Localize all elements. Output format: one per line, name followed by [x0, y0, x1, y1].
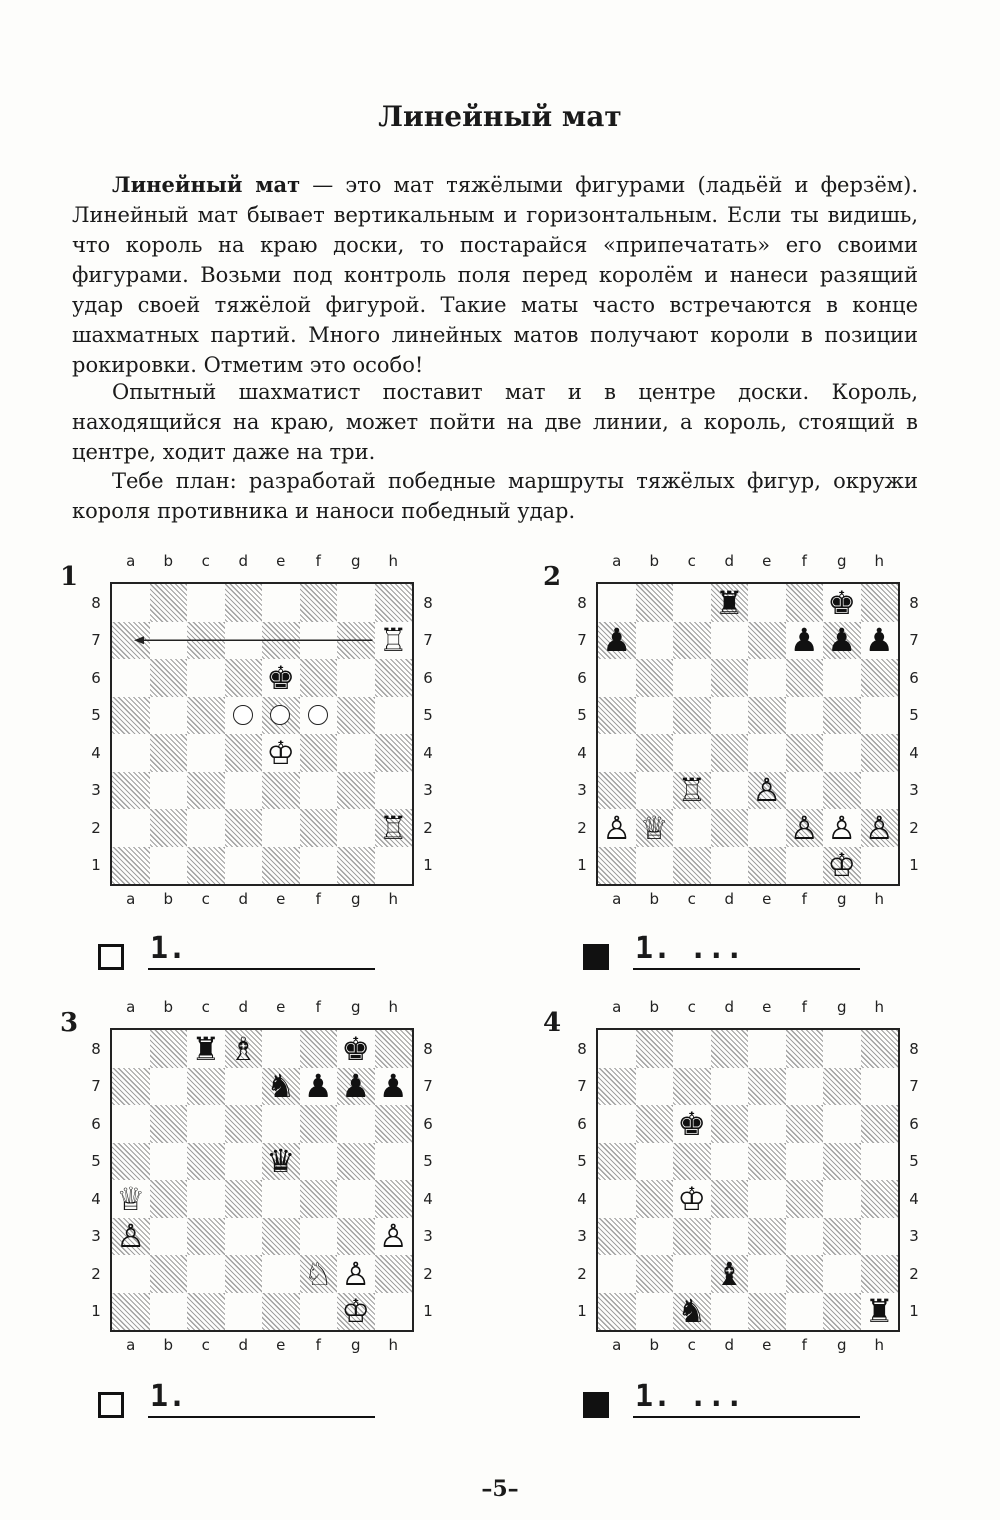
dark-square [598, 1143, 636, 1181]
file-label: c [687, 998, 696, 1016]
dark-square [636, 1030, 674, 1068]
file-label: g [350, 552, 361, 570]
white-rook-icon: ♖ [378, 808, 408, 847]
rank-label: 4 [423, 743, 433, 762]
marked-square-circle [233, 705, 253, 725]
answer-field[interactable]: 1. ... [633, 1380, 860, 1418]
dark-square [711, 809, 749, 847]
rank-label: 8 [91, 593, 101, 612]
dark-square [711, 1180, 749, 1218]
answer-line-3[interactable] [98, 1380, 375, 1418]
black-rook-icon: ♜ [714, 583, 744, 622]
dark-square [786, 659, 824, 697]
diagram-number: 2 [543, 562, 562, 592]
file-label: h [874, 1336, 884, 1354]
file-label: d [238, 552, 249, 570]
dark-square [636, 1180, 674, 1218]
rank-label: 5 [91, 1152, 101, 1171]
rank-label: 8 [909, 1039, 919, 1058]
file-label: f [315, 998, 321, 1016]
answer-line-4[interactable] [583, 1380, 860, 1418]
dark-square [598, 772, 636, 810]
dark-square [861, 1180, 899, 1218]
rank-label: 2 [91, 818, 101, 837]
term-bold: Линейный мат [112, 172, 301, 197]
white-pawn-icon: ♙ [752, 771, 782, 810]
file-label: h [388, 998, 398, 1016]
file-label: h [388, 552, 398, 570]
chess-diagram-2 [577, 552, 919, 908]
dark-square [150, 1255, 188, 1293]
rank-label: 7 [423, 1077, 433, 1096]
rank-label: 4 [91, 1189, 101, 1208]
dark-square [187, 1068, 225, 1106]
rank-label: 5 [423, 706, 433, 725]
dark-square [823, 1293, 861, 1331]
black-queen-icon: ♛ [266, 1142, 296, 1181]
rank-label: 7 [91, 631, 101, 650]
paragraph-1-text: — это мат тяжёлыми фигурами (ладьёй и ферзём). Линейный мат бывает вертикальным и горизонтальным. Если ты видишь, что король на краю доски, то постарайся «припечатать» его своими фигурами. Возьми под контроль поля перед королём и нанеси разящий удар своей тяжёлой фигурой. Такие маты часто встречаются в конце шахматных партий. Много линейных матов получают короли в позиции рокировки. Отметим это особо! [72, 173, 918, 377]
rank-label: 1 [909, 1302, 919, 1321]
rank-label: 8 [423, 1039, 433, 1058]
side-to-move-box [98, 1392, 124, 1418]
page-title: Линейный мат [378, 100, 622, 133]
file-label: a [126, 1336, 136, 1354]
rank-label: 8 [423, 593, 433, 612]
dark-square [636, 734, 674, 772]
rank-label: 3 [909, 781, 919, 800]
white-king-icon: ♔ [341, 1292, 371, 1331]
file-label: c [687, 1336, 696, 1354]
dark-square [112, 1068, 150, 1106]
answer-field[interactable]: 1. [148, 1380, 375, 1418]
dark-square [150, 1105, 188, 1143]
file-label: f [801, 998, 807, 1016]
file-label: c [201, 998, 210, 1016]
rank-label: 6 [909, 668, 919, 687]
dark-square [786, 1255, 824, 1293]
marked-square-circle [270, 705, 290, 725]
rank-label: 1 [909, 856, 919, 875]
rank-label: 4 [577, 1189, 587, 1208]
marked-square-circle [308, 705, 328, 725]
black-pawn-icon: ♟ [864, 621, 894, 660]
dark-square [300, 1105, 338, 1143]
chess-diagram-3 [91, 998, 433, 1354]
black-king-icon: ♚ [677, 1104, 707, 1143]
rank-label: 6 [423, 1114, 433, 1133]
dark-square [337, 1143, 375, 1181]
dark-square [748, 1143, 786, 1181]
file-label: f [315, 552, 321, 570]
file-label: c [201, 552, 210, 570]
black-king-icon: ♚ [266, 658, 296, 697]
file-label: h [388, 890, 398, 908]
black-pawn-icon: ♟ [789, 621, 819, 660]
file-label: c [687, 890, 696, 908]
answer-line-2[interactable] [583, 932, 860, 970]
dark-square [673, 1218, 711, 1256]
dark-square [375, 1030, 413, 1068]
file-label: e [276, 552, 286, 570]
chess-board [596, 1028, 900, 1332]
dark-square [823, 1218, 861, 1256]
rank-label: 6 [91, 1114, 101, 1133]
dark-square [711, 1105, 749, 1143]
file-label: d [724, 890, 735, 908]
file-label: b [649, 552, 660, 570]
file-label: e [762, 1336, 772, 1354]
dark-square [112, 1143, 150, 1181]
dark-square [748, 697, 786, 735]
chess-board [110, 582, 414, 886]
rank-label: 3 [577, 1227, 587, 1246]
rank-label: 6 [909, 1114, 919, 1133]
file-label: c [687, 552, 696, 570]
dark-square [598, 1218, 636, 1256]
dark-square [150, 1030, 188, 1068]
dark-square [786, 1180, 824, 1218]
chess-diagram-1 [91, 552, 433, 908]
file-label: c [201, 890, 210, 908]
file-label: g [350, 998, 361, 1016]
rank-label: 1 [91, 856, 101, 875]
black-pawn-icon: ♟ [303, 1067, 333, 1106]
dark-square [861, 1105, 899, 1143]
file-label: f [315, 890, 321, 908]
rank-label: 3 [423, 1227, 433, 1246]
dark-square [262, 1293, 300, 1331]
dark-square [823, 1068, 861, 1106]
white-king-icon: ♔ [266, 733, 296, 772]
dark-square [187, 1143, 225, 1181]
black-knight-icon: ♞ [266, 1067, 296, 1106]
dark-square [598, 697, 636, 735]
dark-square [673, 1068, 711, 1106]
file-label: g [350, 890, 361, 908]
dark-square [375, 1180, 413, 1218]
file-label: g [836, 552, 847, 570]
file-label: b [649, 1336, 660, 1354]
file-label: a [126, 890, 136, 908]
dark-square [711, 1030, 749, 1068]
rank-label: 3 [909, 1227, 919, 1246]
file-label: d [238, 998, 249, 1016]
dark-square [673, 697, 711, 735]
rank-label: 7 [423, 631, 433, 650]
black-pawn-icon: ♟ [827, 621, 857, 660]
rank-label: 7 [909, 631, 919, 650]
black-knight-icon: ♞ [677, 1292, 707, 1331]
file-label: e [762, 998, 772, 1016]
white-pawn-icon: ♙ [378, 1217, 408, 1256]
rank-label: 5 [577, 1152, 587, 1171]
black-pawn-icon: ♟ [378, 1067, 408, 1106]
paragraph-1 [72, 170, 918, 380]
diagram-number: 4 [543, 1008, 562, 1038]
white-king-icon: ♔ [677, 1179, 707, 1218]
file-label: e [276, 890, 286, 908]
dark-square [636, 659, 674, 697]
chess-diagram-4 [577, 998, 919, 1354]
white-pawn-icon: ♙ [341, 1254, 371, 1293]
black-pawn-icon: ♟ [341, 1067, 371, 1106]
rank-label: 1 [577, 1302, 587, 1321]
dark-square [337, 1218, 375, 1256]
dark-square [823, 772, 861, 810]
answer-line-1[interactable] [98, 932, 375, 970]
dark-square [598, 1068, 636, 1106]
file-label: e [276, 1336, 286, 1354]
file-label: h [388, 1336, 398, 1354]
dark-square [861, 584, 899, 622]
dark-square [748, 847, 786, 885]
file-label: e [762, 890, 772, 908]
file-label: d [724, 552, 735, 570]
rank-label: 4 [577, 743, 587, 762]
rank-label: 5 [577, 706, 587, 725]
file-label: g [836, 1336, 847, 1354]
black-rook-icon: ♜ [191, 1029, 221, 1068]
rank-label: 6 [423, 668, 433, 687]
rank-label: 3 [91, 1227, 101, 1246]
dark-square [375, 1105, 413, 1143]
dark-square [748, 1068, 786, 1106]
file-label: f [315, 1336, 321, 1354]
rank-label: 4 [909, 1189, 919, 1208]
file-label: d [724, 1336, 735, 1354]
dark-square [673, 1143, 711, 1181]
page-number: –5– [481, 1476, 519, 1502]
file-label: b [649, 998, 660, 1016]
diagram-number: 1 [60, 562, 79, 592]
dark-square [636, 1255, 674, 1293]
rank-label: 7 [577, 1077, 587, 1096]
rank-label: 5 [909, 706, 919, 725]
dark-square [225, 1255, 263, 1293]
file-label: b [649, 890, 660, 908]
rank-label: 3 [91, 781, 101, 800]
file-label: b [163, 552, 174, 570]
side-to-move-box [98, 944, 124, 970]
dark-square [823, 697, 861, 735]
file-label: a [612, 998, 622, 1016]
black-bishop-icon: ♝ [714, 1254, 744, 1293]
file-label: d [238, 1336, 249, 1354]
white-bishop-icon: ♗ [228, 1029, 258, 1068]
file-label: f [801, 1336, 807, 1354]
rank-label: 7 [909, 1077, 919, 1096]
dark-square [748, 1218, 786, 1256]
dark-square [786, 584, 824, 622]
file-label: d [238, 890, 249, 908]
rank-label: 2 [577, 1264, 587, 1283]
answer-field[interactable]: 1. ... [633, 932, 860, 970]
white-pawn-icon: ♙ [602, 808, 632, 847]
file-label: c [201, 1336, 210, 1354]
rank-label: 1 [91, 1302, 101, 1321]
white-rook-icon: ♖ [677, 771, 707, 810]
file-label: b [163, 998, 174, 1016]
dark-square [861, 734, 899, 772]
white-pawn-icon: ♙ [116, 1217, 146, 1256]
rank-label: 5 [423, 1152, 433, 1171]
file-label: b [163, 1336, 174, 1354]
file-label: f [801, 890, 807, 908]
dark-square [748, 622, 786, 660]
dark-square [225, 1105, 263, 1143]
dark-square [187, 1293, 225, 1331]
paragraph-3: Тебе план: разработай победные маршруты тяжёлых фигур, окружи короля противника и наноси победный удар. [72, 469, 918, 523]
file-label: a [612, 890, 622, 908]
paragraph-2: Опытный шахматист поставит мат и в центре доски. Король, находящийся на краю, может пойти на две линии, а король, стоящий в центре, ходит даже на три. [72, 380, 918, 464]
file-label: h [874, 998, 884, 1016]
black-rook-icon: ♜ [864, 1292, 894, 1331]
file-label: d [724, 998, 735, 1016]
dark-square [262, 1218, 300, 1256]
file-label: a [126, 998, 136, 1016]
diagram-number: 3 [60, 1008, 79, 1038]
dark-square [673, 847, 711, 885]
file-label: h [874, 890, 884, 908]
file-label: a [612, 552, 622, 570]
white-knight-icon: ♘ [303, 1254, 333, 1293]
white-queen-icon: ♕ [639, 808, 669, 847]
file-label: e [762, 552, 772, 570]
file-label: g [350, 1336, 361, 1354]
dark-square [300, 1180, 338, 1218]
rank-label: 2 [91, 1264, 101, 1283]
rank-label: 2 [423, 818, 433, 837]
dark-square [187, 1218, 225, 1256]
dark-square [598, 1293, 636, 1331]
dark-square [375, 1255, 413, 1293]
rank-label: 8 [909, 593, 919, 612]
dark-square [150, 1180, 188, 1218]
dark-square [861, 1255, 899, 1293]
dark-square [711, 659, 749, 697]
side-to-move-box [583, 944, 609, 970]
side-to-move-box [583, 1392, 609, 1418]
dark-square [636, 1105, 674, 1143]
dark-square [300, 1030, 338, 1068]
rank-label: 8 [577, 1039, 587, 1058]
dark-square [786, 734, 824, 772]
dark-square [748, 1293, 786, 1331]
chess-board [110, 1028, 414, 1332]
file-label: a [612, 1336, 622, 1354]
rank-label: 2 [909, 818, 919, 837]
rank-label: 6 [577, 668, 587, 687]
rank-label: 3 [423, 781, 433, 800]
file-label: e [276, 998, 286, 1016]
rank-label: 2 [909, 1264, 919, 1283]
chess-board [596, 582, 900, 886]
rank-label: 8 [91, 1039, 101, 1058]
white-pawn-icon: ♙ [827, 808, 857, 847]
file-label: h [874, 552, 884, 570]
white-king-icon: ♔ [827, 846, 857, 885]
white-pawn-icon: ♙ [789, 808, 819, 847]
white-queen-icon: ♕ [116, 1179, 146, 1218]
rank-label: 4 [909, 743, 919, 762]
rank-label: 6 [91, 668, 101, 687]
rank-label: 2 [423, 1264, 433, 1283]
rank-label: 5 [91, 706, 101, 725]
rank-label: 4 [91, 743, 101, 762]
file-label: f [801, 552, 807, 570]
rank-label: 2 [577, 818, 587, 837]
dark-square [112, 1293, 150, 1331]
file-label: b [163, 890, 174, 908]
black-king-icon: ♚ [827, 583, 857, 622]
rank-label: 4 [423, 1189, 433, 1208]
file-label: g [836, 998, 847, 1016]
rank-label: 1 [423, 856, 433, 875]
dark-square [786, 1105, 824, 1143]
rank-label: 6 [577, 1114, 587, 1133]
dark-square [711, 734, 749, 772]
rank-label: 5 [909, 1152, 919, 1171]
dark-square [861, 1030, 899, 1068]
dark-square [786, 1030, 824, 1068]
white-rook-icon: ♖ [378, 621, 408, 660]
dark-square [823, 1143, 861, 1181]
white-pawn-icon: ♙ [864, 808, 894, 847]
dark-square [225, 1180, 263, 1218]
arrow-head [134, 636, 144, 644]
dark-square [673, 622, 711, 660]
dark-square [636, 584, 674, 622]
rank-label: 7 [91, 1077, 101, 1096]
file-label: g [836, 890, 847, 908]
rank-label: 8 [577, 593, 587, 612]
dark-square [861, 659, 899, 697]
black-pawn-icon: ♟ [602, 621, 632, 660]
file-label: a [126, 552, 136, 570]
dark-square [598, 847, 636, 885]
rank-label: 3 [577, 781, 587, 800]
rank-label: 1 [423, 1302, 433, 1321]
rank-label: 7 [577, 631, 587, 650]
black-king-icon: ♚ [341, 1029, 371, 1068]
answer-field[interactable]: 1. [148, 932, 375, 970]
rank-label: 1 [577, 856, 587, 875]
